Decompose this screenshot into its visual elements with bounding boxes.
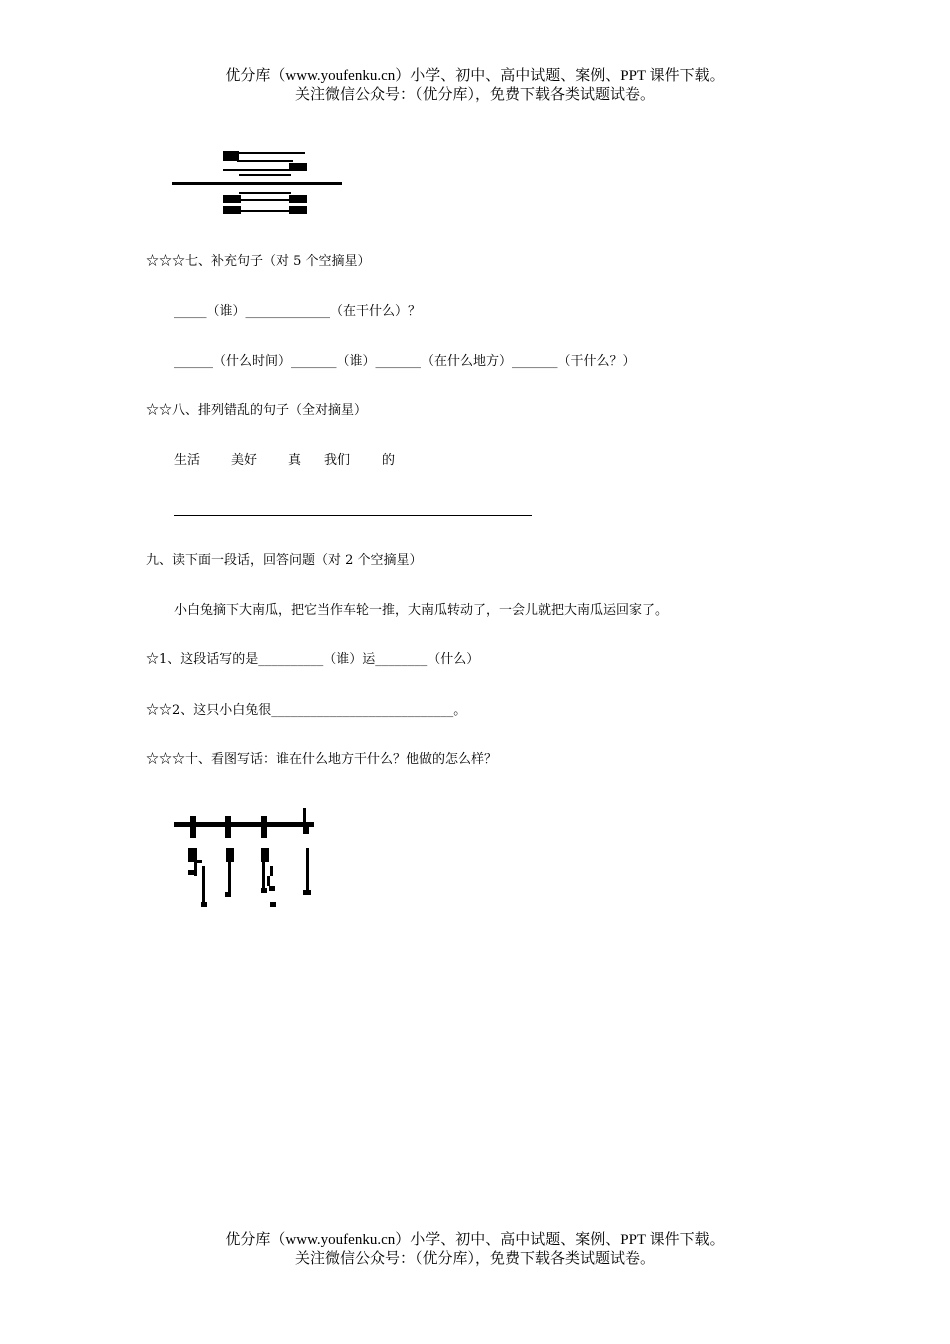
word-item: 生活 — [174, 453, 201, 468]
footer-line-2: 关注微信公众号：（优分库），免费下载各类试题试卷。 — [294, 1251, 655, 1267]
top-figure-image — [172, 148, 344, 218]
word-item: 真 — [288, 453, 302, 468]
word-item: 的 — [382, 453, 396, 468]
bottom-figure-image — [172, 806, 322, 912]
section7-title: ☆☆☆七、补充句子（对 5 个空摘星） — [146, 254, 371, 269]
section9-title: 九、读下面一段话，回答问题（对 2 个空摘星） — [146, 553, 423, 568]
answer-line — [174, 515, 532, 516]
section9-question-1: ☆1、这段话写的是__________（谁）运________（什么） — [146, 652, 480, 667]
section7-sentence-1: _____（谁）_____________（在干什么）？ — [174, 304, 422, 319]
footer-line-1: 优分库（www.youfenku.cn）小学、初中、高中试题、案例、PPT 课件下载。 — [225, 1232, 725, 1248]
section10-title: ☆☆☆十、看图写话：谁在什么地方干什么？他做的怎么样？ — [146, 752, 498, 767]
header-line-1: 优分库（www.youfenku.cn）小学、初中、高中试题、案例、PPT 课件下载。 — [225, 68, 725, 84]
word-item: 美好 — [231, 453, 258, 468]
section9-question-2: ☆☆2、这只小白兔很____________________________。 — [146, 703, 467, 718]
section8-word-list — [174, 452, 395, 470]
section9-passage: 小白兔摘下大南瓜，把它当作车轮一推，大南瓜转动了，一会儿就把大南瓜运回家了。 — [174, 603, 669, 618]
section8-title: ☆☆八、排列错乱的句子（全对摘星） — [146, 403, 368, 418]
header-line-2: 关注微信公众号：（优分库），免费下载各类试题试卷。 — [294, 87, 655, 103]
word-item: 我们 — [324, 453, 351, 468]
section7-sentence-2: ______（什么时间）_______（谁）_______（在什么地方）_______（干什么？） — [174, 354, 636, 369]
